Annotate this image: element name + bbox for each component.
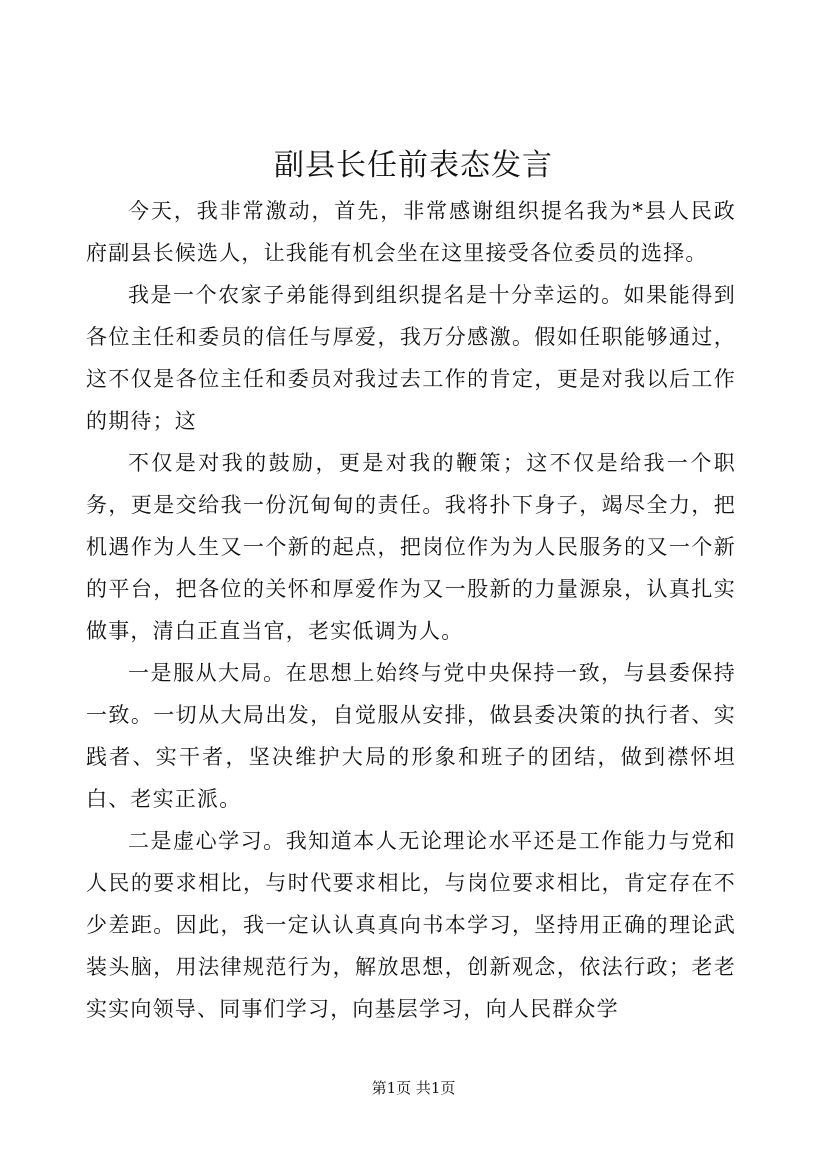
paragraph-4: 一是服从大局。在思想上始终与党中央保持一致，与县委保持一致。一切从大局出发，自觉服从安排，做县委决策的执行者、实践者、实干者，坚决维护大局的形象和班子的团结，做到襟怀坦白、老实正派。 xyxy=(86,661,736,811)
document-title: 副县长任前表态发言 xyxy=(274,148,553,183)
document-body xyxy=(86,190,736,1030)
paragraph-1: 今天，我非常激动，首先，非常感谢组织提名我为*县人民政府副县长候选人，让我能有机会坐在这里接受各位委员的选择。 xyxy=(86,199,736,265)
paragraph-5: 二是虚心学习。我知道本人无论理论水平还是工作能力与党和人民的要求相比，与时代要求相比，与岗位要求相比，肯定存在不少差距。因此，我一定认认真真向书本学习，坚持用正确的理论武装头脑，用法律规范行为，解放思想，创新观念，依法行政；老老实实向领导、同事们学习，向基层学习，向人民群众学 xyxy=(86,829,736,1021)
paragraph-3: 不仅是对我的鼓励，更是对我的鞭策；这不仅是给我一个职务，更是交给我一份沉甸甸的责任。我将扑下身子，竭尽全力，把机遇作为人生又一个新的起点，把岗位作为为人民服务的又一个新的平台，把各位的关怀和厚爱作为又一股新的力量源泉，认真扎实做事，清白正直当官，老实低调为人。 xyxy=(86,451,736,643)
page-footer: 第1页 共1页 xyxy=(371,1079,456,1097)
paragraph-2: 我是一个农家子弟能得到组织提名是十分幸运的。如果能得到各位主任和委员的信任与厚爱，我万分感激。假如任职能够通过，这不仅是各位主任和委员对我过去工作的肯定，更是对我以后工作的期待；这 xyxy=(86,283,736,433)
